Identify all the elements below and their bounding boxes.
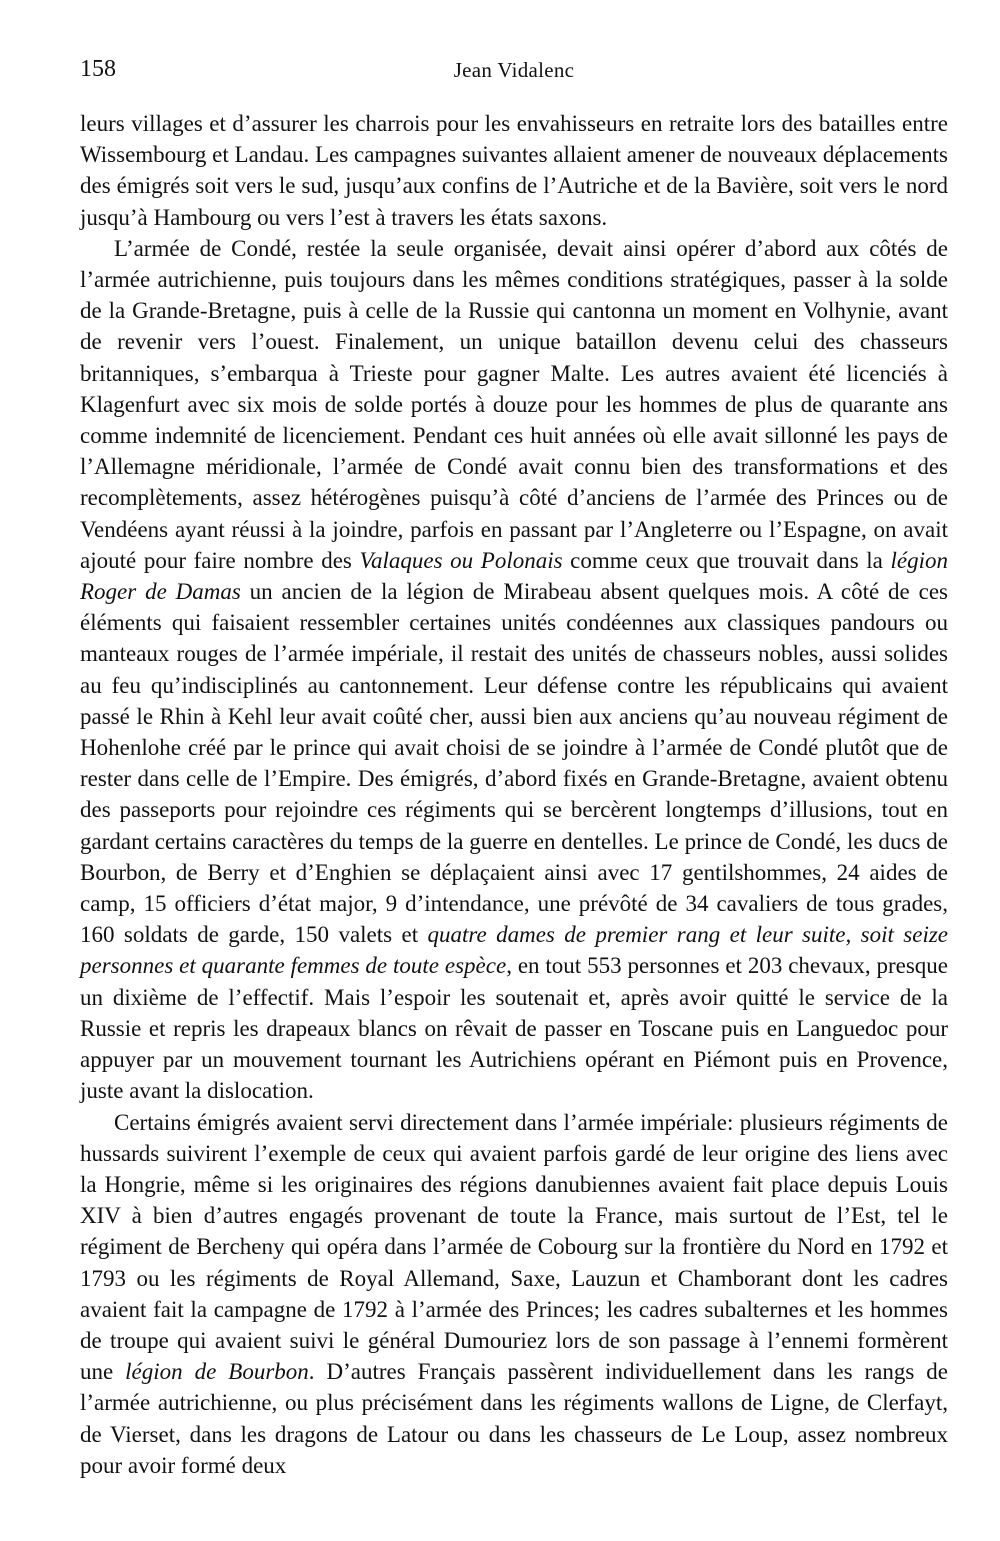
paragraph-2 (80, 233, 948, 1107)
body-text (80, 108, 948, 1481)
text-run: , en tout 553 personnes et 203 chevaux, presque un dixième de l’effectif. Mais l’espoir les soutenait et, après avoir quitté le service de la Russie et repris les drapeaux blancs on rêvait de passer en Toscane puis en Languedoc pour appuyer par un mouvement tournant les Autrichiens opérant en Piémont puis en Provence, juste avant la dislocation. (80, 953, 948, 1104)
italic-run: légion de Bourbon (125, 1359, 309, 1385)
page-number: 158 (80, 56, 116, 82)
text-run: L’armée de Condé, restée la seule organisée, devait ainsi opérer d’abord aux côtés de l’armée autrichienne, puis toujours dans les mêmes conditions stratégiques, passer à la solde de la Grande-Bretagne, puis à celle de la Russie qui cantonna un moment en Volhynie, avant de revenir vers l’ouest. Finalement, un unique bataillon devenu celui des chasseurs britanniques, s’embarqua à Trieste pour gagner Malte. Les autres avaient été licenciés à Klagenfurt avec six mois de solde portés à douze pour les hommes de plus de quarante ans comme indemnité de licenciement. Pendant ces huit années où elle avait sillonné les pays de l’Allemagne méridionale, l’armée de Condé avait connu bien des transformations et des recomplètements, assez hétérogènes puisqu’à côté d’anciens de l’armée des Princes ou de Vendéens ayant réussi à la joindre, parfois en passant par l’Angleterre ou l’Espagne, on avait ajouté pour faire nombre des (80, 235, 948, 573)
text-run: un ancien de la légion de Mirabeau absent quelques mois. A côté de ces éléments qui faisaient ressembler certaines unités condéennes aux classiques pandours ou manteaux rouges de l’armée impériale, il restait des unités de chasseurs nobles, aussi solides au feu qu’indisciplinés au cantonnement. Leur défense contre les républicains qui avaient passé le Rhin à Kehl leur avait coûté cher, aussi bien aux anciens qu’au nouveau régiment de Hohenlohe créé par le prince qui avait choisi de se joindre à l’armée de Condé plutôt que de rester dans celle de l’Empire. Des émigrés, d’abord fixés en Grande-Bretagne, avaient obtenu des passeports pour rejoindre ces régiments qui se bercèrent longtemps d’illusions, tout en gardant certains caractères du temps de la guerre en dentelles. Le prince de Condé, les ducs de Bourbon, de Berry et d’Enghien se déplaçaient ainsi avec 17 gentilshommes, 24 aides de camp, 15 officiers d’état major, 9 d’intendance, une prévôté de 34 cavaliers de tous grades, 160 soldats de garde, 150 valets et (80, 579, 948, 948)
text-run: . D’autres Français passèrent individuellement dans les rangs de l’armée autrichienne, ou plus précisément dans les régiments wallons de Ligne, de Clerfayt, de Vierset, dans les dragons de Latour ou dans les chasseurs de Le Loup, assez nombreux pour avoir formé deux (80, 1359, 948, 1478)
paragraph-1 (80, 108, 948, 233)
text-run: Certains émigrés avaient servi directement dans l’armée impériale: plusieurs régiments de hussards suivirent l’exemple de ceux qui avaient parfois gardé de leur origine des liens avec la Hongrie, même si les originaires des régions danubiennes avaient fait place depuis Louis XIV à bien d’autres engagés provenant de toute la France, mais surtout de l’Est, tel le régiment de Bercheny qui opéra dans l’armée de Cobourg sur la frontière du Nord en 1792 et 1793 ou les régiments de Royal Allemand, Saxe, Lauzun et Chamborant dont les cadres avaient fait la campagne de 1792 à l’armée des Princes; les cadres subalternes et les hommes de troupe qui avaient suivi le général Dumouriez lors de son passage à l’ennemi formèrent une (80, 1109, 948, 1385)
text-run: leurs villages et d’assurer les charrois pour les envahisseurs en retraite lors des batailles entre Wissembourg et Landau. Les campagnes suivantes allaient amener de nouveaux déplacements des émigrés soit vers le sud, jusqu’aux confins de l’Autriche et de la Bavière, soit vers le nord jusqu’à Hambourg ou vers l’est à travers les états saxons. (80, 111, 948, 230)
document-page (80, 56, 948, 1481)
running-head-author: Jean Vidalenc (453, 58, 575, 82)
text-run: comme ceux que trouvait dans la (562, 547, 891, 573)
paragraph-3 (80, 1107, 948, 1481)
running-header (80, 56, 948, 96)
italic-run: quatre dames de premier rang et leur suite, soit seize personnes et quarante femmes de toute espèce (80, 922, 948, 979)
italic-run: Valaques ou Polonais (359, 547, 563, 573)
italic-run: légion Roger de Damas (80, 547, 948, 605)
